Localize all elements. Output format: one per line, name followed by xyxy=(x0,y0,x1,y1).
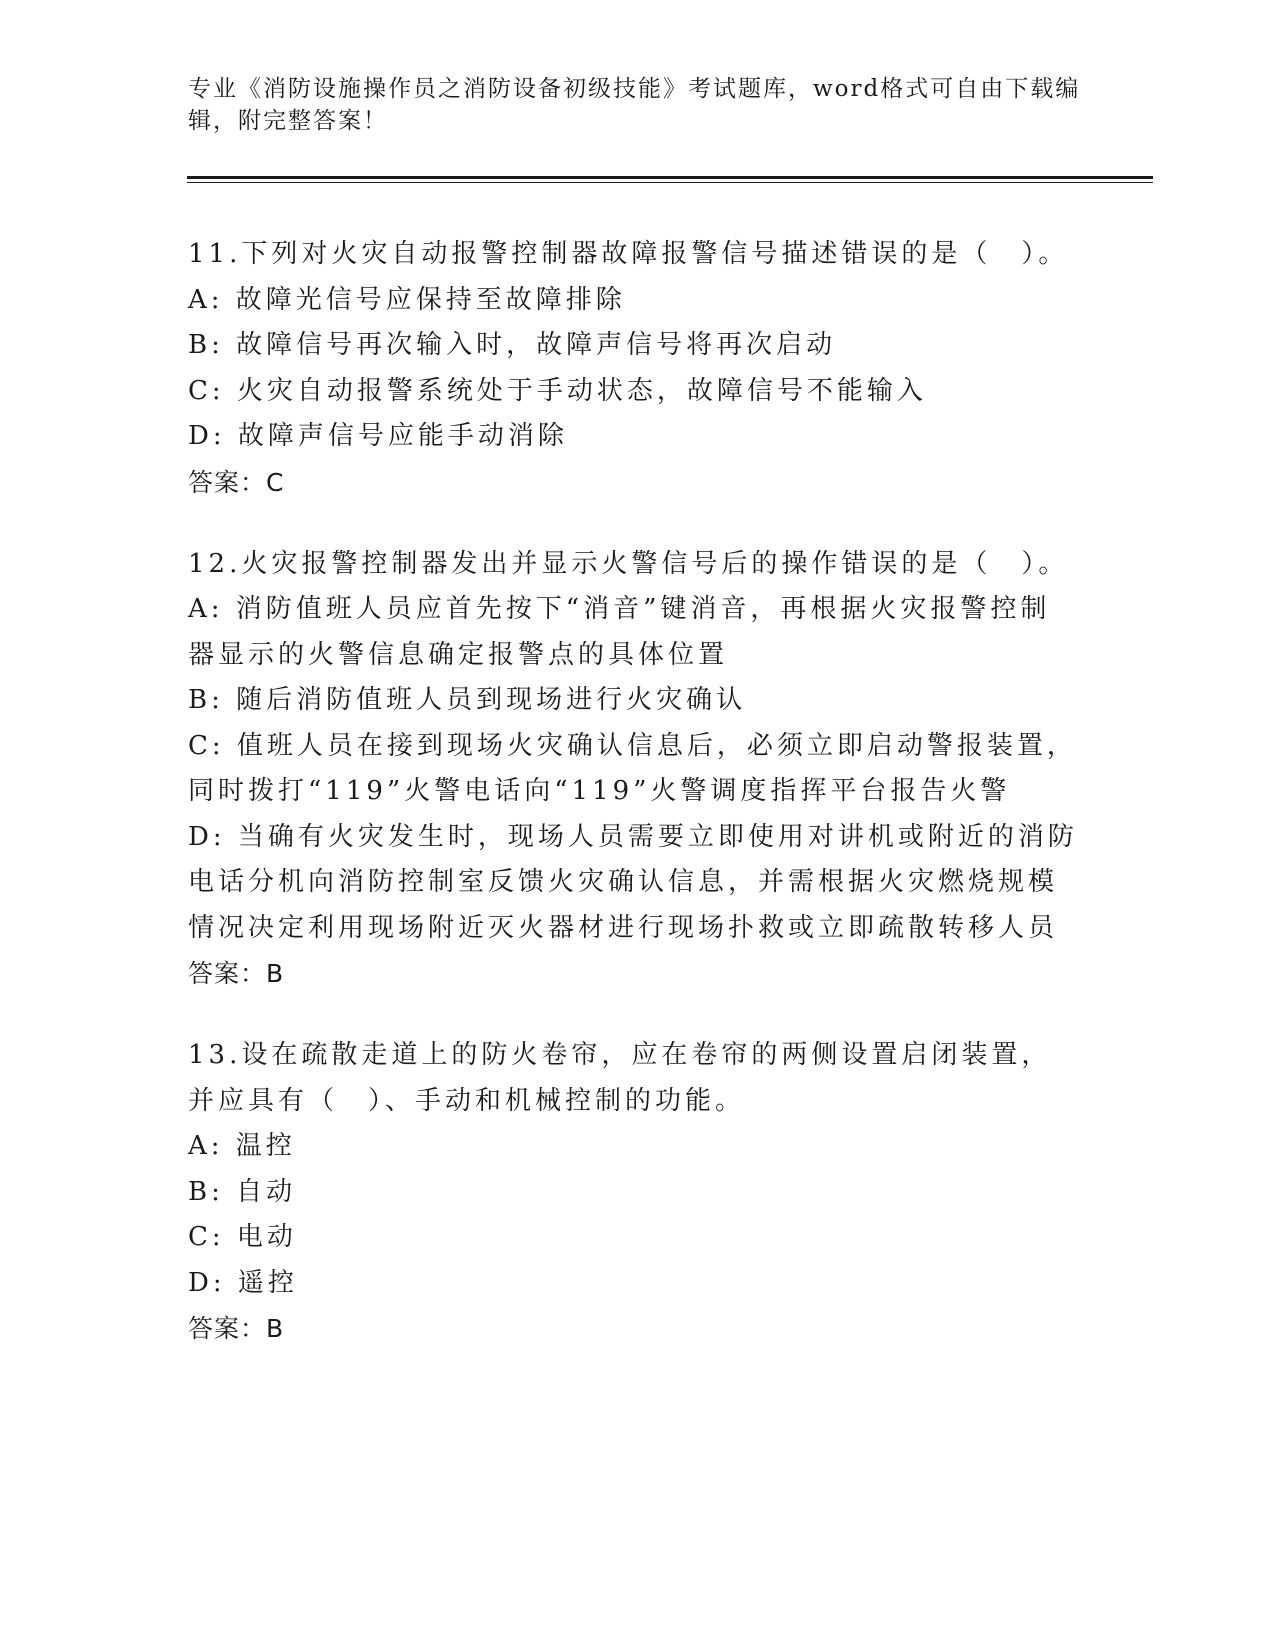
question-stem: 11.下列对火灾自动报警控制器故障报警信号描述错误的是（ ）。 xyxy=(188,239,1069,269)
option-a: A: 消防值班人员应首先按下“消音”键消音，再根据火灾报警控制器显示的火警信息确定报警点的具体位置 xyxy=(188,594,1051,670)
answer-line: 答案：B xyxy=(188,959,285,988)
document-header: 专业《消防设施操作员之消防设备初级技能》考试题库，word格式可自由下载编辑，附完整答案！ xyxy=(188,76,1081,134)
question-12 xyxy=(188,542,1078,998)
question-11 xyxy=(188,232,1078,506)
header-rule-thick xyxy=(187,176,1153,179)
option-b: B: 自动 xyxy=(188,1176,297,1207)
question-stem: 12.火灾报警控制器发出并显示火警信号后的操作错误的是（ ）。 xyxy=(188,548,1069,579)
option-d: D: 故障声信号应能手动消除 xyxy=(188,421,568,451)
option-c: C: 电动 xyxy=(188,1222,297,1252)
option-a: A: 温控 xyxy=(188,1131,296,1161)
option-b: B: 随后消防值班人员到现场进行火灾确认 xyxy=(188,685,747,715)
question-13 xyxy=(188,1033,1078,1352)
option-d: D: 遥控 xyxy=(188,1267,298,1298)
answer-line: 答案：C xyxy=(188,467,285,497)
question-list xyxy=(188,232,1078,1388)
option-d: D: 当确有火灾发生时，现场人员需要立即使用对讲机或附近的消防电话分机向消防控制室反馈火灾确认信息，并需根据火灾燃烧规模情况决定利用现场附近灭火器材进行现场扑救或立即疏散转移人员 xyxy=(188,821,1078,943)
option-a: A: 故障光信号应保持至故障排除 xyxy=(188,284,626,315)
option-c: C: 值班人员在接到现场火灾确认信息后，必须立即启动警报装置，同时拨打“119”火警电话向“119”火警调度指挥平台报告火警 xyxy=(188,730,1077,806)
header-rule-thin xyxy=(187,182,1153,183)
answer-line: 答案：B xyxy=(188,1314,285,1343)
option-b: B: 故障信号再次输入时，故障声信号将再次启动 xyxy=(188,330,837,360)
question-stem: 13.设在疏散走道上的防火卷帘，应在卷帘的两侧设置启闭装置，并应具有（ ）、手动和机械控制的功能。 xyxy=(188,1040,1052,1116)
option-c: C: 火灾自动报警系统处于手动状态，故障信号不能输入 xyxy=(188,375,927,406)
